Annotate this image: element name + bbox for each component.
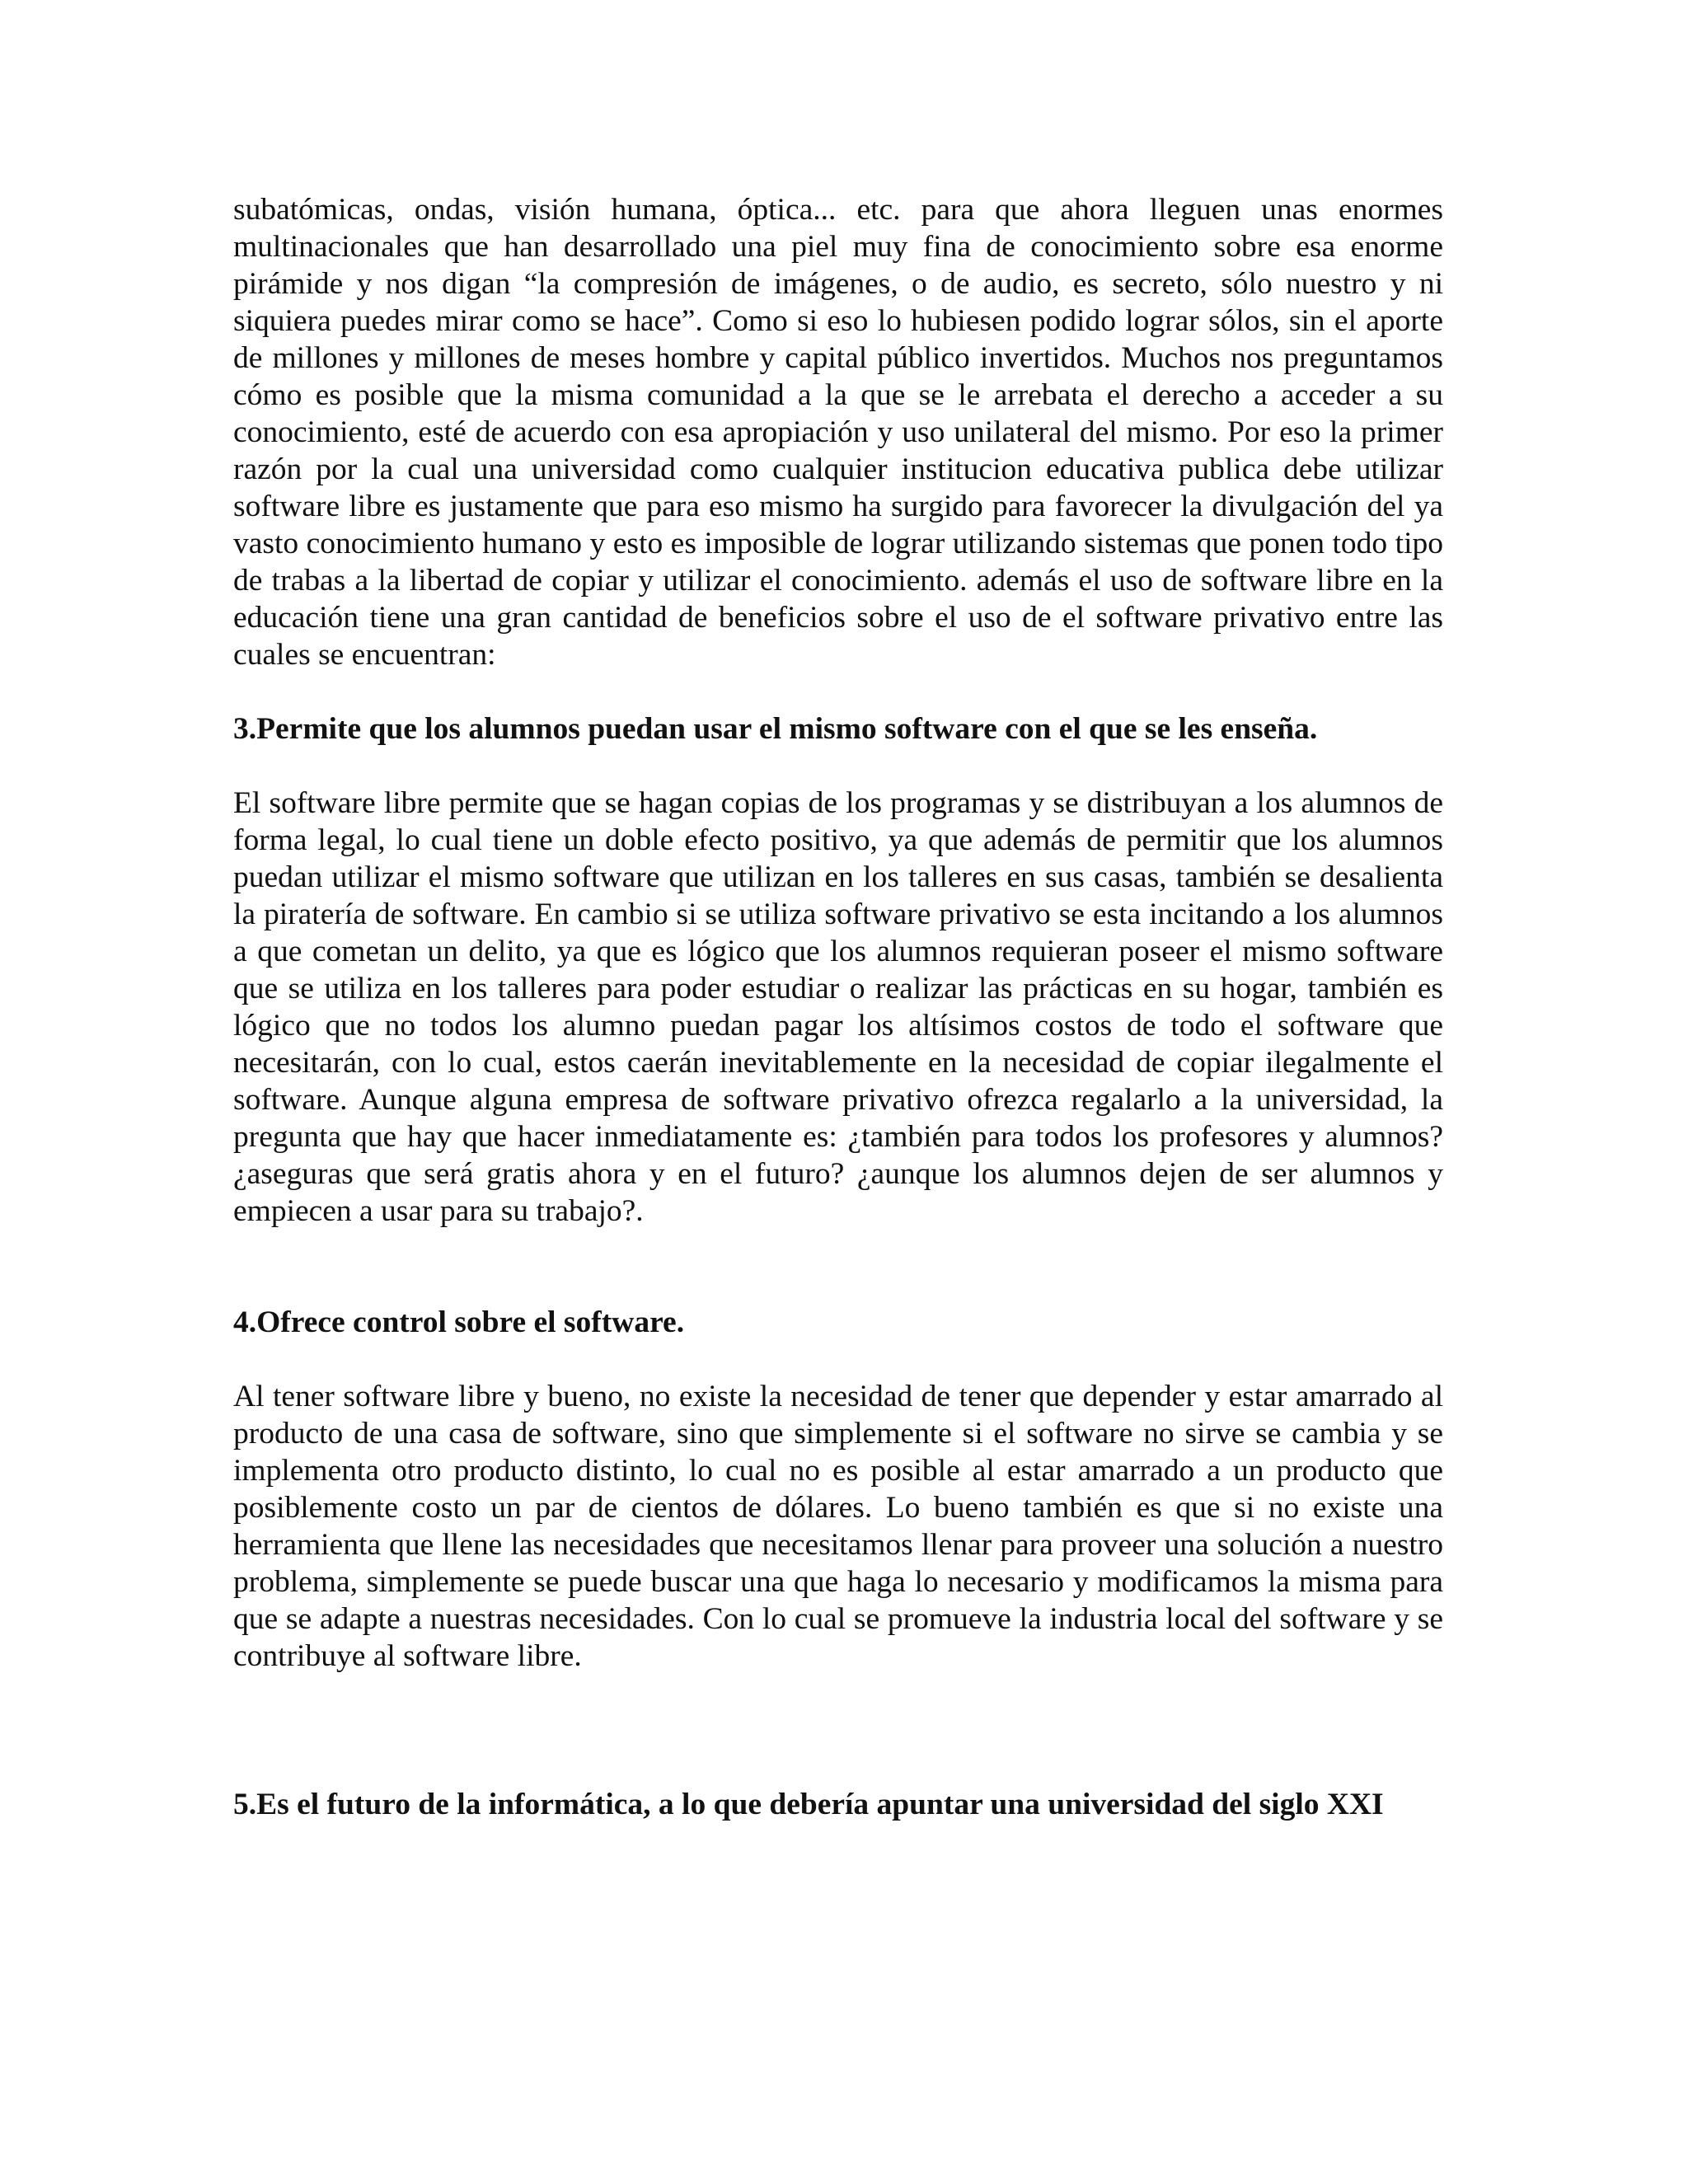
spacer xyxy=(233,1675,1443,1786)
section-3-paragraph: El software libre permite que se hagan copias de los programas y se distribuyan a los alumnos de forma legal, lo cual tiene un doble efecto positivo, ya que además de permitir que los alumnos puedan utilizar el mismo software que utilizan en los talleres en sus casas, también se desalienta la piratería de software. En cambio si se utiliza software privativo se esta incitando a los alumnos a que cometan un delito, ya que es lógico que los alumnos requieran poseer el mismo software que se utiliza en los talleres para poder estudiar o realizar las prácticas en su hogar, también es lógico que no todos los alumno puedan pagar los altísimos costos de todo el software que necesitarán, con lo cual, estos caerán inevitablemente en la necesidad de copiar ilegalmente el software. Aunque alguna empresa de software privativo ofrezca regalarlo a la universidad, la pregunta que hay que hacer inmediatamente es: ¿también para todos los profesores y alumnos? ¿aseguras que será gratis ahora y en el futuro? ¿aunque los alumnos dejen de ser alumnos y empiecen a usar para su trabajo?. xyxy=(233,786,1443,1228)
section-3-heading: 3.Permite que los alumnos puedan usar el mismo software con el que se les enseña. xyxy=(233,712,1318,746)
section-5-heading: 5.Es el futuro de la informática, a lo que debería apuntar una universidad del siglo XXI xyxy=(233,1788,1384,1821)
spacer xyxy=(233,1230,1443,1304)
intro-paragraph: subatómicas, ondas, visión humana, óptica... etc. para que ahora lleguen unas enormes multinacionales que han desarrollado una piel muy fina de conocimiento sobre esa enorme pirámide y nos digan “la compresión de imágenes, o de audio, es secreto, sólo nuestro y ni siquiera puedes mirar como se hace”. Como si eso lo hubiesen podido lograr sólos, sin el aporte de millones y millones de meses hombre y capital público invertidos. Muchos nos preguntamos cómo es posible que la misma comunidad a la que se le arrebata el derecho a acceder a su conocimiento, esté de acuerdo con esa apropiación y uso unilateral del mismo. Por eso la primer razón por la cual una universidad como cualquier institucion educativa publica debe utilizar software libre es justamente que para eso mismo ha surgido para favorecer la divulgación del ya vasto conocimiento humano y esto es imposible de lograr utilizando sistemas que ponen todo tipo de trabas a la libertad de copiar y utilizar el conocimiento. además el uso de software libre en la educación tiene una gran cantidad de beneficios sobre el uso de el software privativo entre las cuales se encuentran: xyxy=(233,193,1443,672)
spacer xyxy=(233,673,1443,710)
document-body xyxy=(233,191,1443,1823)
section-4-heading: 4.Ofrece control sobre el software. xyxy=(233,1305,685,1339)
spacer xyxy=(233,1341,1443,1378)
spacer xyxy=(233,748,1443,785)
section-4-paragraph: Al tener software libre y bueno, no existe la necesidad de tener que depender y estar amarrado al producto de una casa de software, sino que simplemente si el software no sirve se cambia y se implementa otro producto distinto, lo cual no es posible al estar amarrado a un producto que posiblemente costo un par de cientos de dólares. Lo bueno también es que si no existe una herramienta que llene las necesidades que necesitamos llenar para proveer una solución a nuestro problema, simplemente se puede buscar una que haga lo necesario y modificamos la misma para que se adapte a nuestras necesidades. Con lo cual se promueve la industria local del software y se contribuye al software libre. xyxy=(233,1380,1443,1673)
